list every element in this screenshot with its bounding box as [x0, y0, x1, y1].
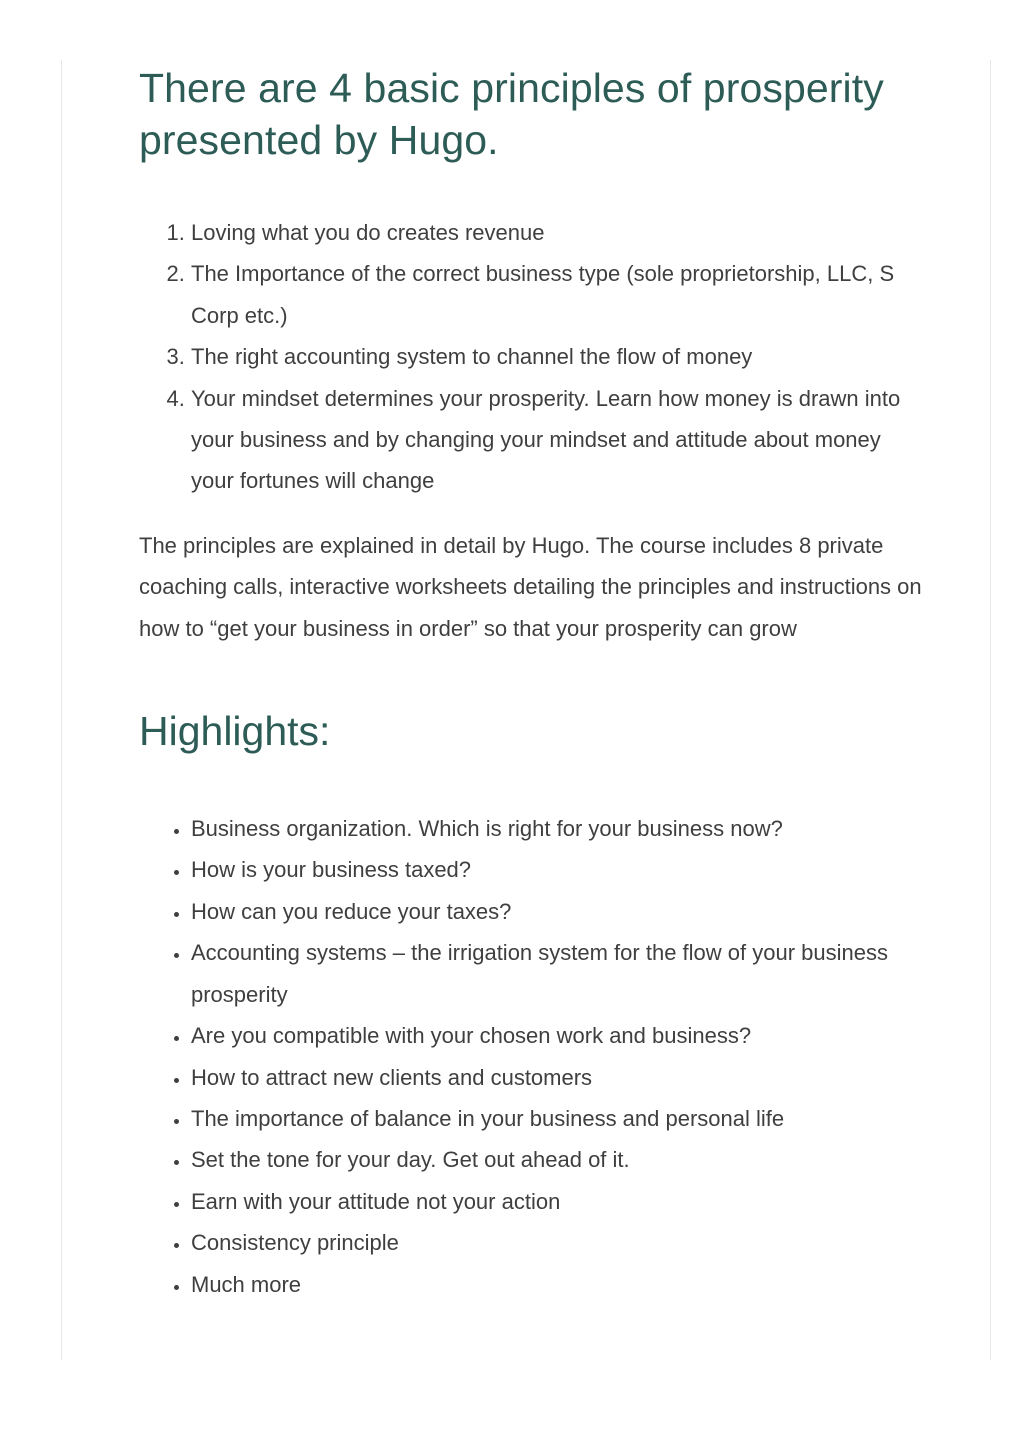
highlight-item: • Are you compatible with your chosen work and business? [191, 1015, 929, 1056]
highlight-item: • Business organization. Which is right for your business now? [191, 808, 929, 849]
principle-item: 4. Your mindset determines your prosperity. Learn how money is drawn into your business and by changing your mindset and attitude about money your fortunes will change [191, 378, 929, 502]
highlight-item: • Earn with your attitude not your action [191, 1181, 929, 1222]
highlight-item: • How can you reduce your taxes? [191, 891, 929, 932]
page-title: There are 4 basic principles of prosperity presented by Hugo. [139, 65, 884, 163]
principle-item: 2. The Importance of the correct business type (sole proprietorship, LLC, S Corp etc.) [191, 253, 929, 336]
highlight-item: • How to attract new clients and customers [191, 1057, 929, 1098]
highlight-item: • How is your business taxed? [191, 849, 929, 890]
principle-item: 1. Loving what you do creates revenue [191, 212, 929, 253]
highlights-list [139, 808, 929, 1305]
highlight-item: • The importance of balance in your business and personal life [191, 1098, 929, 1139]
principles-list [139, 212, 929, 502]
highlight-item: • Set the tone for your day. Get out ahead of it. [191, 1139, 929, 1180]
principle-item: 3. The right accounting system to channel the flow of money [191, 336, 929, 377]
highlight-item: • Consistency principle [191, 1222, 929, 1263]
article-content [139, 60, 929, 1305]
highlights-heading: Highlights: [139, 708, 331, 755]
course-description: The principles are explained in detail by Hugo. The course includes 8 private coaching calls, interactive worksheets detailing the principles and instructions on how to “get your business in order” so that your prosperity can grow [139, 532, 922, 641]
highlight-item: • Much more [191, 1264, 929, 1305]
highlight-item: • Accounting systems – the irrigation system for the flow of your business prosperity [191, 932, 929, 1015]
